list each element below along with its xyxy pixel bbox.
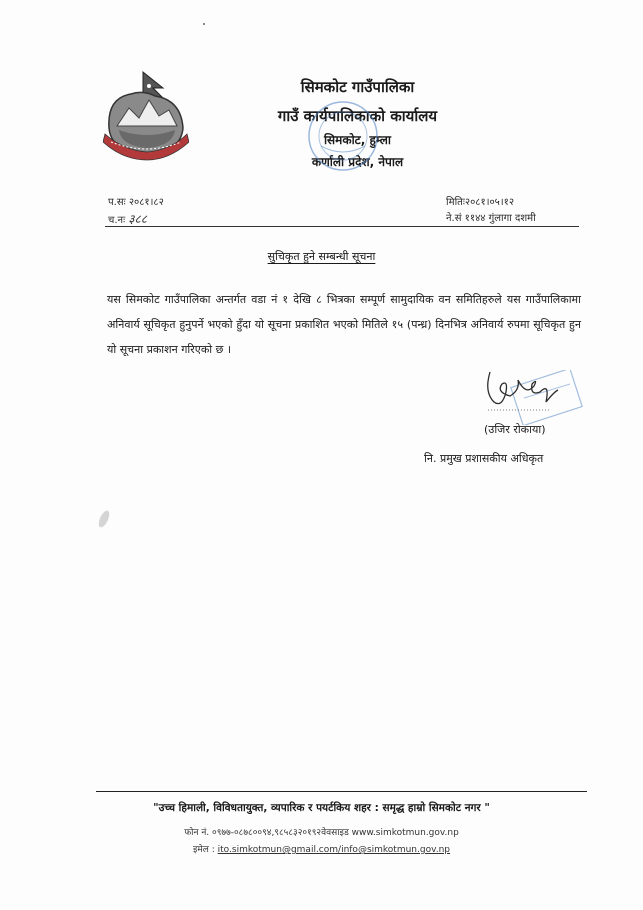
paper-speck <box>203 23 205 25</box>
province-name: कर्णाली प्रदेश, नेपाल <box>311 155 404 169</box>
footer-contact <box>0 825 643 838</box>
signatory-name: (उजिर रोकाया) <box>484 423 546 436</box>
notice-subject-text: सुचिकृत हुने सम्बन्धी सूचना <box>267 250 376 263</box>
dispatch-number <box>108 210 147 227</box>
date-value: २०८१।०५।१२ <box>464 197 515 208</box>
ref-label: प.सः <box>108 197 126 208</box>
phone-numbers: फोन नं. ०९७७-०८७८००९४,९८५८३२०१९२वेवसाइड <box>184 828 349 838</box>
header-divider <box>105 226 579 227</box>
letter-date <box>446 194 514 208</box>
date-label: मितिः <box>446 197 465 208</box>
municipality-name: सिमकोट गाउँपालिका <box>300 78 415 96</box>
ref-value: २०८१।८२ <box>128 197 164 208</box>
email-label: इमेल : <box>192 845 215 855</box>
footer-slogan: "उच्च हिमाली, विविधतायुक्त, व्यपारिक र पयर्टकिय शहर : समृद्ध हाम्रो सिमकोट नगर " <box>153 802 490 814</box>
signatory-title: नि. प्रमुख प्रशासकीय अधिकृत <box>424 452 544 465</box>
notice-subject <box>0 249 643 264</box>
office-location: सिमकोट, हुम्ला <box>323 133 392 147</box>
nepal-samvat-date: ने.सं ११४४ गुंलागा दशमी <box>446 213 536 224</box>
email-link[interactable]: ito.simkotmun@gmail.com/info@simkotmun.gov.np <box>217 845 450 855</box>
footer-divider <box>96 791 587 792</box>
office-seal-stamp <box>303 96 383 176</box>
dispatch-value: ३८८ <box>128 212 148 226</box>
office-name: गाउँ कार्यपालिकाको कार्यालय <box>277 107 438 125</box>
handwritten-signature <box>480 362 580 422</box>
notice-body: यस सिमकोट गाउँपालिका अन्तर्गत वडा नं १ देखि ८ भित्रका सम्पूर्ण सामुदायिक वन समितिहरुले यस गाउँपालिकामा अनिवार्य सूचिकृत हुनुपर्ने भएको हुँदा यो सूचना प्रकाशित भएको मितिले १५ (पन्ध्र) दिनभित्र अनिवार्य रुपमा सूचिकृत हुन यो सूचना प्रकाशन गरिएको छ । <box>107 293 581 356</box>
dispatch-label: च.नः <box>108 215 126 226</box>
reference-number <box>108 194 164 208</box>
website-link[interactable]: www.simkotmun.gov.np <box>351 828 459 838</box>
ink-smudge <box>97 508 111 530</box>
footer-email <box>0 842 643 855</box>
